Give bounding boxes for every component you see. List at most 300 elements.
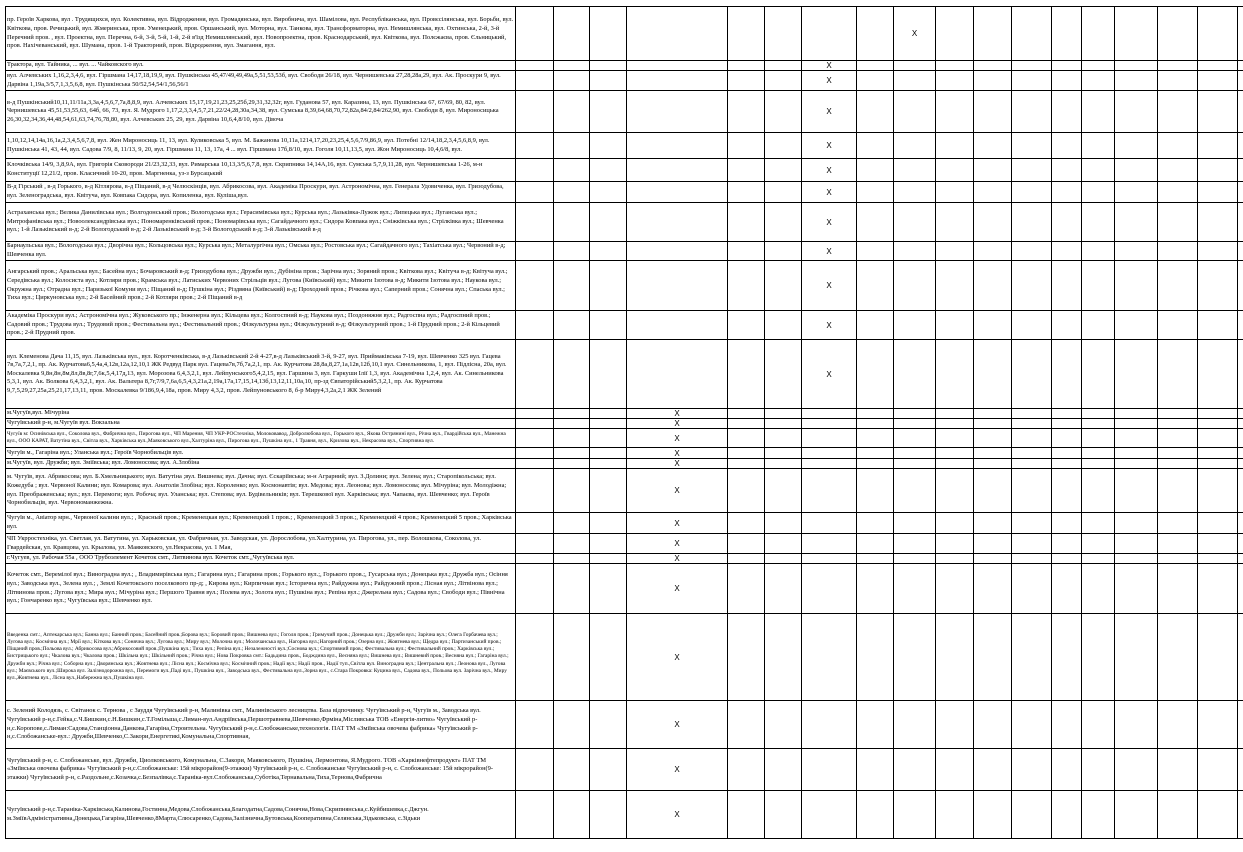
schedule-mark-cell: [1115, 791, 1158, 839]
schedule-mark-cell: [1198, 91, 1238, 133]
schedule-mark-cell: X: [802, 91, 857, 133]
schedule-mark-cell: [857, 564, 894, 614]
schedule-mark-cell: [765, 133, 802, 159]
schedule-mark-cell: [554, 261, 590, 311]
schedule-mark-cell: X: [627, 791, 728, 839]
schedule-mark-cell: [936, 91, 974, 133]
schedule-mark-cell: [1012, 448, 1052, 459]
schedule-mark-cell: [1052, 513, 1082, 534]
schedule-mark-cell: [1082, 182, 1115, 203]
schedule-mark-cell: [894, 311, 936, 340]
address-cell: Чугуїв м., Авіатор мрн., Червоної калини вул.; , Красный пров.; Кременецкая вул.; Кременецкий 1 пров.; , Кременецкий 3 пров.;, Кременецкий 4 пров.; Кременецкий 5 пров.; Харківська вул.: [6, 513, 516, 534]
schedule-mark-cell: [1158, 469, 1198, 513]
table-row: [6, 749, 1243, 791]
schedule-mark-cell: [516, 61, 554, 71]
schedule-mark-cell: [1238, 133, 1243, 159]
schedule-mark-cell: [1012, 459, 1052, 469]
table-row: [6, 701, 1243, 749]
schedule-mark-cell: [1158, 61, 1198, 71]
outage-schedule-table: [5, 6, 1243, 839]
schedule-mark-cell: [765, 513, 802, 534]
schedule-mark-cell: [1012, 564, 1052, 614]
address-cell: м.Чугуїв,вул. Мічуріна: [6, 409, 516, 419]
schedule-mark-cell: [1115, 182, 1158, 203]
schedule-mark-cell: [590, 534, 627, 554]
schedule-mark-cell: [936, 614, 974, 701]
schedule-mark-cell: [1115, 311, 1158, 340]
schedule-mark-cell: [516, 242, 554, 261]
table-row: [6, 133, 1243, 159]
schedule-mark-cell: [1238, 429, 1243, 448]
schedule-mark-cell: [1238, 182, 1243, 203]
table-row: [6, 429, 1243, 448]
schedule-mark-cell: [1198, 7, 1238, 61]
schedule-mark-cell: [857, 554, 894, 564]
schedule-mark-cell: [894, 614, 936, 701]
schedule-mark-cell: [627, 261, 728, 311]
schedule-mark-cell: X: [627, 614, 728, 701]
schedule-mark-cell: [974, 513, 1012, 534]
schedule-mark-cell: [516, 133, 554, 159]
schedule-mark-cell: [1082, 513, 1115, 534]
address-cell: пр. Героїв Харкова, вул . Трудящихся, вул. Колективна, вул. Відродження, вул. Громадянська, вул. Виробнича, вул. Шамілова, вул. Республіканська, вул. Провєсілянська, вул. Борьби, вул. Квіткова, пров. Речицький, вул. Жмеринська, пров. Уменецький, пров. Оршанський, вул. Моторна, вул. Танкова, вул. Трансформаторна, вул. Немишлянська, вул. Охтинська, 2-й, 3-й Перечний пров. , вул. Проектна, вул. Перечна, 6-й, 3-й, 5-й, 1-й, 2-й в'їзд Немишлянський, вул. Новопроектна, пров. Краснодарський, вул. Квіткова, вул. Полєжаєва, пров. Єльницький, пров. Нахічеванський, вул. Шумана, пров. 1-й Тракторний, пров. Відродження, вул. Змагання, вул.: [6, 7, 516, 61]
schedule-mark-cell: [516, 459, 554, 469]
schedule-mark-cell: [1198, 614, 1238, 701]
schedule-mark-cell: [590, 564, 627, 614]
schedule-mark-cell: [1198, 791, 1238, 839]
schedule-mark-cell: [857, 701, 894, 749]
schedule-mark-cell: [1012, 61, 1052, 71]
schedule-mark-cell: [857, 749, 894, 791]
table-row: [6, 614, 1243, 701]
schedule-mark-cell: [516, 159, 554, 182]
schedule-mark-cell: X: [627, 448, 728, 459]
schedule-mark-cell: [857, 311, 894, 340]
table-row: [6, 203, 1243, 242]
schedule-mark-cell: [590, 61, 627, 71]
schedule-mark-cell: [894, 242, 936, 261]
schedule-mark-cell: [1158, 429, 1198, 448]
schedule-mark-cell: [936, 469, 974, 513]
schedule-mark-cell: [1115, 91, 1158, 133]
schedule-mark-cell: [857, 534, 894, 554]
schedule-mark-cell: [765, 554, 802, 564]
schedule-mark-cell: [974, 429, 1012, 448]
schedule-mark-cell: [1082, 448, 1115, 459]
schedule-mark-cell: [590, 261, 627, 311]
schedule-mark-cell: [1115, 159, 1158, 182]
schedule-mark-cell: [802, 554, 857, 564]
table-row: [6, 534, 1243, 554]
table-row: [6, 159, 1243, 182]
table-row: [6, 7, 1243, 61]
schedule-mark-cell: [554, 419, 590, 429]
schedule-mark-cell: [1115, 513, 1158, 534]
schedule-mark-cell: [728, 340, 765, 409]
schedule-mark-cell: [554, 91, 590, 133]
schedule-mark-cell: [974, 91, 1012, 133]
schedule-mark-cell: [1238, 409, 1243, 419]
schedule-mark-cell: [765, 91, 802, 133]
schedule-mark-cell: [1012, 409, 1052, 419]
schedule-mark-cell: [516, 311, 554, 340]
schedule-mark-cell: [765, 791, 802, 839]
schedule-mark-cell: [1158, 71, 1198, 91]
schedule-mark-cell: [1238, 701, 1243, 749]
schedule-mark-cell: [1158, 7, 1198, 61]
schedule-mark-cell: [728, 159, 765, 182]
schedule-mark-cell: [1238, 91, 1243, 133]
schedule-mark-cell: [554, 182, 590, 203]
schedule-mark-cell: [765, 409, 802, 419]
schedule-mark-cell: [1012, 749, 1052, 791]
schedule-mark-cell: [728, 513, 765, 534]
schedule-mark-cell: [1115, 419, 1158, 429]
schedule-mark-cell: [857, 7, 894, 61]
schedule-mark-cell: [936, 448, 974, 459]
schedule-mark-cell: [590, 469, 627, 513]
schedule-mark-cell: [590, 7, 627, 61]
schedule-mark-cell: [765, 701, 802, 749]
schedule-mark-cell: [1052, 554, 1082, 564]
schedule-mark-cell: X: [802, 71, 857, 91]
address-cell: м.Чугуїв, вул. Дружби; вул. Змiївська; вул. Ломоносова; вул. А.Злобіна: [6, 459, 516, 469]
schedule-mark-cell: [974, 61, 1012, 71]
schedule-mark-cell: [765, 242, 802, 261]
schedule-mark-cell: [1052, 91, 1082, 133]
schedule-mark-cell: [894, 791, 936, 839]
schedule-mark-cell: [554, 791, 590, 839]
schedule-mark-cell: [728, 261, 765, 311]
schedule-mark-cell: [1012, 429, 1052, 448]
schedule-mark-cell: [1082, 159, 1115, 182]
schedule-mark-cell: [554, 311, 590, 340]
schedule-mark-cell: [1238, 261, 1243, 311]
schedule-mark-cell: X: [802, 133, 857, 159]
schedule-mark-cell: [516, 614, 554, 701]
schedule-mark-cell: [765, 534, 802, 554]
schedule-mark-cell: [627, 159, 728, 182]
schedule-mark-cell: [1115, 614, 1158, 701]
schedule-mark-cell: [516, 203, 554, 242]
schedule-mark-cell: [554, 448, 590, 459]
schedule-mark-cell: [974, 534, 1012, 554]
schedule-mark-cell: [1012, 791, 1052, 839]
schedule-mark-cell: [1115, 242, 1158, 261]
schedule-mark-cell: [728, 469, 765, 513]
schedule-mark-cell: [765, 459, 802, 469]
schedule-mark-cell: [728, 91, 765, 133]
schedule-mark-cell: X: [802, 340, 857, 409]
schedule-mark-cell: [627, 7, 728, 61]
schedule-mark-cell: [1198, 340, 1238, 409]
schedule-mark-cell: [857, 448, 894, 459]
schedule-mark-cell: [728, 791, 765, 839]
schedule-mark-cell: [516, 564, 554, 614]
schedule-mark-cell: [1082, 91, 1115, 133]
schedule-mark-cell: X: [802, 61, 857, 71]
schedule-mark-cell: [554, 203, 590, 242]
schedule-mark-cell: [590, 513, 627, 534]
schedule-mark-cell: [1238, 564, 1243, 614]
schedule-mark-cell: [802, 429, 857, 448]
schedule-mark-cell: [1052, 469, 1082, 513]
schedule-mark-cell: [1052, 311, 1082, 340]
schedule-mark-cell: [1158, 409, 1198, 419]
schedule-mark-cell: [1158, 419, 1198, 429]
schedule-mark-cell: [857, 459, 894, 469]
schedule-mark-cell: [765, 182, 802, 203]
schedule-mark-cell: [1158, 242, 1198, 261]
schedule-mark-cell: [1082, 311, 1115, 340]
schedule-mark-cell: [1238, 448, 1243, 459]
schedule-mark-cell: [857, 133, 894, 159]
table-row: [6, 448, 1243, 459]
schedule-mark-cell: [974, 749, 1012, 791]
schedule-mark-cell: [894, 429, 936, 448]
schedule-mark-cell: [936, 409, 974, 419]
schedule-mark-cell: [936, 429, 974, 448]
schedule-mark-cell: [936, 419, 974, 429]
schedule-mark-cell: [1012, 534, 1052, 554]
schedule-mark-cell: [936, 564, 974, 614]
schedule-mark-cell: [728, 448, 765, 459]
schedule-mark-cell: [1238, 614, 1243, 701]
schedule-mark-cell: [728, 203, 765, 242]
schedule-mark-cell: [974, 791, 1012, 839]
schedule-mark-cell: [1082, 203, 1115, 242]
schedule-mark-cell: [765, 311, 802, 340]
schedule-mark-cell: [590, 340, 627, 409]
schedule-mark-cell: [1012, 91, 1052, 133]
schedule-mark-cell: [1158, 564, 1198, 614]
schedule-mark-cell: [1158, 203, 1198, 242]
table-row: [6, 513, 1243, 534]
schedule-mark-cell: [728, 429, 765, 448]
schedule-mark-cell: [1158, 340, 1198, 409]
schedule-mark-cell: [936, 513, 974, 534]
schedule-mark-cell: [1158, 133, 1198, 159]
schedule-mark-cell: [627, 340, 728, 409]
schedule-mark-cell: [554, 409, 590, 419]
schedule-mark-cell: [1198, 469, 1238, 513]
table-row: [6, 409, 1243, 419]
schedule-mark-cell: [1238, 534, 1243, 554]
schedule-mark-cell: [802, 614, 857, 701]
address-cell: вул. Клеменова Дача 11,15, вул. Лазьківська вул., вул. Коротченківська, в-д Лазьківський 2-й 4-27,в-д Лазьківський 3-й, 9-27, вул. Приймаківська 7-19, вул. Шевченко 325 вул. Гацева 7в,7а,7,2,1, пр. Ак. Курчатова6,5,4а,4,12в,12а,12,10,1 ЖК Редвуд Парк вул. Гацева7в,7б,7а,2,1, пр. Ак. Курчатова 28,8а,8,27,1а,12в,12б,10,1 вул. Синельникова, 1, вул. Підлісна, 20а, вул. Москалевка 9,8н,8н,8м,8л,8в,8г,7,6к,5,4,17д,13, вул. Морозова 6,4,3,2,1, вул. Лейпунського5,4,2,15, вул. Гаршина 3, вул. Гаркуши Ілії 1,3, вул. Академічна 1,2,4, вул. Ак. Синельникова 5,3,1, вул. Ак. Волкова 6,4,3,2,1, вул. Ак. Вальтера 8,7г,7/9,7,6а,6,5,4,3,21а,2,19а,17а,17,15,14,13б,13,12,11,10а,10, пр-зд Євпаторійський5,3,2,1, пр. Ак. Курчатова 9,7,5,29,27,25а,25,21,17,13,11, пров. Москалевка 9/186,9,4,18а, пров. Миру 4,3,2, пров. Лейпуновського 8, б-р Миру4,3,2а,2,1 ЖК Зелений: [6, 340, 516, 409]
schedule-mark-cell: [554, 459, 590, 469]
schedule-mark-cell: [1052, 7, 1082, 61]
schedule-mark-cell: [590, 791, 627, 839]
schedule-mark-cell: [728, 7, 765, 61]
schedule-mark-cell: [802, 7, 857, 61]
schedule-mark-cell: [1238, 419, 1243, 429]
schedule-mark-cell: [554, 159, 590, 182]
schedule-mark-cell: [802, 513, 857, 534]
schedule-mark-cell: [1115, 340, 1158, 409]
schedule-mark-cell: [1115, 459, 1158, 469]
schedule-mark-cell: X: [802, 261, 857, 311]
schedule-mark-cell: [1158, 554, 1198, 564]
schedule-mark-cell: [894, 91, 936, 133]
schedule-mark-cell: X: [627, 513, 728, 534]
schedule-mark-cell: [1198, 133, 1238, 159]
address-cell: 1,10,12,14,14а,16,1а,2,3,4,5,6,7,8, вул. Жен Мироносиць 11, 13, вул. Куликовська 5, вул. М. Бажанова 10,11а,1214,17,20,23,25,4,5,6,7/9,86,9, вул. Потебні 12/14,18,2,3,4,5,6,8,9, вул. Пушкінська 41, 43, 44, вул. Садова 7/9, 8, 11/13, 9, 20, вул. Гіршмана 11, 13, 17а, 4 ... вул. Гіршмана 17б,8/10, вул. Гоголя 10,11,13,5, вул. Жон Мироносиць 10,4,6/8, вул.: [6, 133, 516, 159]
schedule-mark-cell: [1012, 614, 1052, 701]
schedule-mark-cell: [974, 261, 1012, 311]
schedule-mark-cell: [590, 429, 627, 448]
schedule-mark-cell: [1012, 203, 1052, 242]
schedule-mark-cell: [802, 564, 857, 614]
schedule-mark-cell: [894, 513, 936, 534]
schedule-mark-cell: [554, 242, 590, 261]
schedule-mark-cell: [590, 311, 627, 340]
schedule-mark-cell: [974, 564, 1012, 614]
schedule-mark-cell: [1052, 203, 1082, 242]
schedule-mark-cell: X: [627, 419, 728, 429]
schedule-mark-cell: [974, 159, 1012, 182]
schedule-mark-cell: [728, 701, 765, 749]
schedule-mark-cell: [1052, 429, 1082, 448]
schedule-mark-cell: [1198, 564, 1238, 614]
schedule-mark-cell: [728, 182, 765, 203]
schedule-mark-cell: [1158, 614, 1198, 701]
table-row: [6, 61, 1243, 71]
schedule-mark-cell: [554, 534, 590, 554]
schedule-mark-cell: [554, 7, 590, 61]
schedule-mark-cell: [894, 534, 936, 554]
schedule-mark-cell: [1052, 242, 1082, 261]
schedule-mark-cell: X: [627, 534, 728, 554]
schedule-mark-cell: [1012, 242, 1052, 261]
schedule-mark-cell: [590, 419, 627, 429]
schedule-mark-cell: [1198, 749, 1238, 791]
schedule-mark-cell: [1238, 791, 1243, 839]
address-cell: с. Зелений Колодязь, с. Світанок с. Тернова , с Зауддя Чугуївський р-н, Малинівка смт., Малинівського лесництва. База відпочинку. Чугуївський р-н, Чугуїв м., Заводська вул. Чугуївський р-н,с.Гейка,с.Ч.Бишкин,с.Н.Бишкин,с.Т.Гомільша,с.Лиман-вул.Андріївська,Першотравнева,Шевченко,Фрміна,Місливська ТОВ «Енергія-литво» Чугуївський р-н,с.Коропове,с.Лиман:Садова,Станціонна,Данкова,Гагаріна,Строительна. Чугуївський р-н,с.Слобожанське,технологія. ПАТ ТМ «Зміївська овочева фабрика» Чугуївський р-н,с.Слобожанське-вул.: Дружби,Шевченко,С.Закори,Енергетикі,Комунальна,Спортивная,: [6, 701, 516, 749]
schedule-mark-cell: [1052, 564, 1082, 614]
schedule-mark-cell: [974, 242, 1012, 261]
schedule-mark-cell: X: [627, 469, 728, 513]
schedule-mark-cell: [894, 701, 936, 749]
table-row: [6, 311, 1243, 340]
schedule-mark-cell: [974, 459, 1012, 469]
schedule-mark-cell: [516, 7, 554, 61]
schedule-mark-cell: [936, 159, 974, 182]
schedule-mark-cell: [857, 203, 894, 242]
address-cell: в-д Пушкінський10,11,11/11а,3,3а,4,5,6,7,7а,8,8,9, вул. Алчевських 15,17,19,21,23,25,25б,29,31,32,32г, вул. Гуданова 57, вул. Каразина, 13, вул. Пушкінська 67, 67/69, 80, 82, вул. Чернишевська 45,51,53,55,63, 64б, 66, 73, вул. Я. Мудрого 1,17,2,3,3,4,5,7,21,22/24,28,30а,34,38, вул. Сумська 8,39,64,68,70,72,82а,84/2,84/262,90, вул. Свободи 8, вул. Мироносицька 26,30,32,34,36,44,48,54,61,63,74,76,78,80, вул. Алчевських 25, 29, вул. Дарвіна 10,6,4,8/10, вул. Дівоча: [6, 91, 516, 133]
schedule-mark-cell: [554, 61, 590, 71]
schedule-mark-cell: [765, 340, 802, 409]
schedule-mark-cell: [936, 7, 974, 61]
schedule-mark-cell: [1012, 133, 1052, 159]
schedule-mark-cell: [894, 61, 936, 71]
schedule-mark-cell: [516, 409, 554, 419]
schedule-mark-cell: [1198, 159, 1238, 182]
schedule-mark-cell: [894, 159, 936, 182]
schedule-mark-cell: [894, 554, 936, 564]
schedule-mark-cell: [936, 459, 974, 469]
schedule-mark-cell: [1052, 749, 1082, 791]
table-row: [6, 554, 1243, 564]
schedule-mark-cell: [765, 564, 802, 614]
schedule-mark-cell: [1158, 459, 1198, 469]
schedule-mark-cell: [1082, 469, 1115, 513]
schedule-mark-cell: [1082, 564, 1115, 614]
address-cell: Барнаульська вул.; Вологодська вул.; Дворічна вул.; Кольцовська вул.; Курська вул.; Металургічна вул.; Омська вул.; Ростовська вул.; Сагайдачного вул.; Тахіатська вул.; Червоний в-д; Шевченка вул.: [6, 242, 516, 261]
schedule-mark-cell: [554, 71, 590, 91]
schedule-mark-cell: [1238, 203, 1243, 242]
schedule-mark-cell: [1238, 159, 1243, 182]
schedule-mark-cell: [627, 133, 728, 159]
address-cell: Введенка смт.:, Аптекарська вул.; Банна вул.; Банний пров.; Басейний пров.;Борова вул.; Боровий пров.; Вишнева вул.; Гоголя пров.; Гримучий пров.; Донецька вул.; Дружби вул.; Зарічна вул.; Олега Горбачева вул.; Лугова вул.; Космічна вул.; Мрії вул.; Кіткова вул.; Сонячна вул.; Лугова вул.; Миру вул.; Молочна вул.; Молочанська вул., Нагорна вул.;Нагорний пров.; Озерна вул.; Жовтнева вул.; Щедра вул.; Партизанський пров.; Піщаний пров.;Польова вул.; Абрикосова вул.;Абрикосовий пров.;Пушкіна вул.; Тиха вул.; Репіна вул.; Незалежності вул.;Соснова вул.; Спортивний пров.; Фестивальна вул.; Фестивальний пров.; Харківська вул.; Бистрицького вул.; Чкалова вул.; Чкалова пров.; Шкільна вул.; Шкільний пров.; Річна вул.; Нова Покровка смт.: Бадьдина пров., Бодждина вул., Весняна вул.; Вишнева вул.; Вишневий пров.; Весняна вул.; Гагаріна вул.; Дружби вул.; Річна вул.; Соборна вул.; Дворянська вул.; Жовтнева вул.; Лісна вул.; Космічна вул.; Космічний пров.; Надії вул.; Надії пров., Надії туп.,Світла вул. Виноградна вул.; Центральна вул.; Леонова вул., Лугова вул.; Маєвського вул.;Широка вул. Залізнодорожна вул., Перемоги вул.,Паді вул., Пушкіна вул., Заводська вул., Фестивальна вул.,Зорна вул., с.Стара Покровка: Куцина вул., Садова вул., Польова вул. Зарічна вул., Миру вул.,Жовтнева вул., Лісна вул.,Набережна вул.,Пушкіна вул.: [6, 614, 516, 701]
schedule-mark-cell: [1052, 159, 1082, 182]
schedule-mark-cell: [974, 614, 1012, 701]
schedule-mark-cell: [936, 242, 974, 261]
schedule-mark-cell: [1158, 182, 1198, 203]
address-cell: Чугуївський р-н,с.Тараніка-Харківська,Калинова,Гостинна,Медова,Слобожанська,Благодатна,Садова,Сонячна,Нова,Скрипнянська,с.Куйбишевка,с.Джгун. м.ЗміївАдміністративна,Донецька,Гагаріна,Шевченко,8Марта,Слюсаренко,Садова,Залізнична,Бутовська,Кооперативна,Селянська,Зідьковська, с.Зідьки: [6, 791, 516, 839]
schedule-mark-cell: [936, 791, 974, 839]
schedule-mark-cell: [974, 409, 1012, 419]
schedule-mark-cell: [894, 749, 936, 791]
schedule-mark-cell: X: [802, 159, 857, 182]
schedule-mark-cell: [857, 469, 894, 513]
schedule-mark-cell: [1052, 261, 1082, 311]
address-cell: Клочківська 14/9, 3,8,9А, вул. Григорія Сковороди 21/23,32,33, вул. Римарська 10,13,3/5,6,7,8, вул. Скрипника 14,14А,16, вул. Сумська 5,7,9,11,28, вул. Чернишевська 1-26, м-н Конституції 12,21/2, пров. Класичний 10-20, пров. Маргненка, уз-з Бурсацький: [6, 159, 516, 182]
schedule-mark-cell: [590, 133, 627, 159]
address-cell: м. Чугуїв, вул. Абрикосова; вул. Б.Хмельницького; вул. Ватутіна ;вул. Вишнева; вул. Дачна; вул. Єскаріївська; м-н Аграрний; вул. З.Долини; вул. Зелена; вул.; Старопікольська; вул. Кожедуба ; вул. Червоної Калини; вул. Комарова; вул. Анатолія Злобіна; вул. Короленко; вул. Космонавтів; вул. Медова; вул. Леонова; вул. Ломоносова; вул. Мічуріна; вул. Молодіжна; вул. Преображенська; вул.; вул. Перемоги; вул. Робоча; вул. Уланська; вул. Степова; вул. Будівельників; вул. Терешкової вул. Харківська; вул. Чапаєва, вул. Шевченко; вул. Героїв Чорнобильців, вул. Червономанжежна.: [6, 469, 516, 513]
schedule-mark-cell: [516, 182, 554, 203]
schedule-mark-cell: [857, 409, 894, 419]
schedule-mark-cell: [936, 203, 974, 242]
schedule-mark-cell: [1115, 429, 1158, 448]
schedule-mark-cell: [894, 469, 936, 513]
schedule-mark-cell: [554, 469, 590, 513]
schedule-mark-cell: [857, 513, 894, 534]
schedule-mark-cell: X: [802, 182, 857, 203]
schedule-mark-cell: [1198, 203, 1238, 242]
schedule-mark-cell: [765, 203, 802, 242]
schedule-mark-cell: [1052, 409, 1082, 419]
schedule-mark-cell: [1012, 469, 1052, 513]
schedule-mark-cell: [590, 554, 627, 564]
schedule-mark-cell: [516, 749, 554, 791]
schedule-mark-cell: [1082, 242, 1115, 261]
schedule-mark-cell: [1198, 554, 1238, 564]
schedule-mark-cell: [974, 701, 1012, 749]
schedule-mark-cell: [936, 554, 974, 564]
schedule-mark-cell: [1238, 61, 1243, 71]
schedule-mark-cell: [1238, 513, 1243, 534]
table-row: [6, 91, 1243, 133]
schedule-mark-cell: [1082, 340, 1115, 409]
schedule-mark-cell: [554, 340, 590, 409]
schedule-mark-cell: [1115, 261, 1158, 311]
schedule-mark-cell: [765, 419, 802, 429]
address-cell: ЧП Укрростехніка, ул. Светлая, ул. Ватутина, ул. Харьковская, ул. Фабричная, ул. Заводская, ул. Дорослобова, ул.Халтурина, ул. Пирогова, ул., пер. Волошкова, Соколова, ул. Гвардейская, ул. Кравцова, ул. Крылова, ул. Маяковского, ул.Некрасова, ул. 1 Мая,: [6, 534, 516, 554]
schedule-mark-cell: [765, 614, 802, 701]
schedule-mark-cell: [1082, 61, 1115, 71]
schedule-mark-cell: [1052, 459, 1082, 469]
schedule-mark-cell: [802, 448, 857, 459]
schedule-mark-cell: [1012, 701, 1052, 749]
table-row: [6, 340, 1243, 409]
schedule-mark-cell: [1052, 182, 1082, 203]
schedule-mark-cell: [516, 701, 554, 749]
schedule-mark-cell: [516, 791, 554, 839]
schedule-mark-cell: [802, 791, 857, 839]
schedule-mark-cell: [936, 534, 974, 554]
schedule-mark-cell: [857, 261, 894, 311]
